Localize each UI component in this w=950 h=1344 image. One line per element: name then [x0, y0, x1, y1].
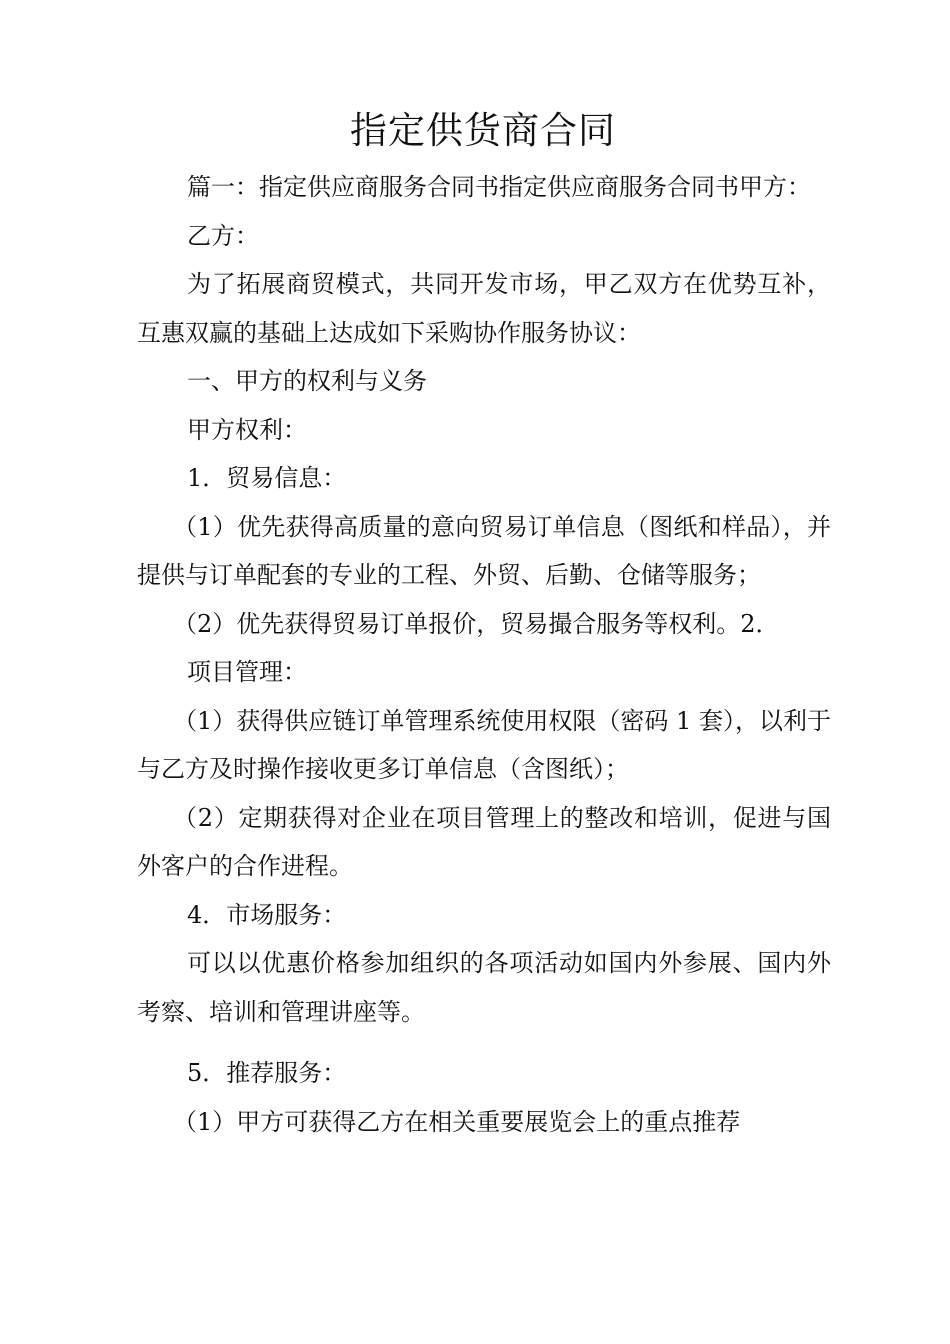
- clause-trade-info-1: （1）优先获得高质量的意向贸易订单信息（图纸和样品），并提供与订单配套的专业的工程、外贸、后勤、仓储等服务；: [137, 512, 831, 589]
- paragraph-preamble: 为了拓展商贸模式，共同开发市场，甲乙双方在优势互补，互惠双赢的基础上达成如下采购协作服务协议：: [137, 270, 831, 347]
- paragraph-party-a: 篇一：指定供应商服务合同书指定供应商服务合同书甲方：: [187, 173, 811, 201]
- clause-project-management-2: （2）定期获得对企业在项目管理上的整改和培训，促进与国外客户的合作进程。: [137, 803, 831, 880]
- clause-trade-info-2: （2）优先获得贸易订单报价，贸易撮合服务等权利。2．: [173, 609, 780, 638]
- section-heading-party-a-rights: 一、甲方的权利与义务: [187, 367, 427, 395]
- paragraph-party-b: 乙方：: [187, 221, 259, 250]
- item-market-service: 4．市场服务：: [187, 900, 347, 929]
- document-title: 指定供货商合同: [350, 109, 616, 152]
- document-body: [137, 163, 831, 1146]
- clause-market-service: 可以以优惠价格参加组织的各项活动如国内外参展、国内外考察、培训和管理讲座等。: [137, 949, 831, 1026]
- item-recommend-service: 5．推荐服务：: [187, 1059, 347, 1087]
- item-trade-info: 1．贸易信息：: [187, 464, 347, 492]
- clause-recommend-service-1: （1）甲方可获得乙方在相关重要展览会上的重点推荐: [173, 1107, 741, 1136]
- clause-project-management-1: （1）获得供应链订单管理系统使用权限（密码 1 套），以利于与乙方及时操作接收更多订单信息（含图纸）；: [137, 706, 831, 783]
- subheading-party-a-rights: 甲方权利：: [187, 415, 307, 444]
- item-project-management: 项目管理：: [187, 658, 307, 686]
